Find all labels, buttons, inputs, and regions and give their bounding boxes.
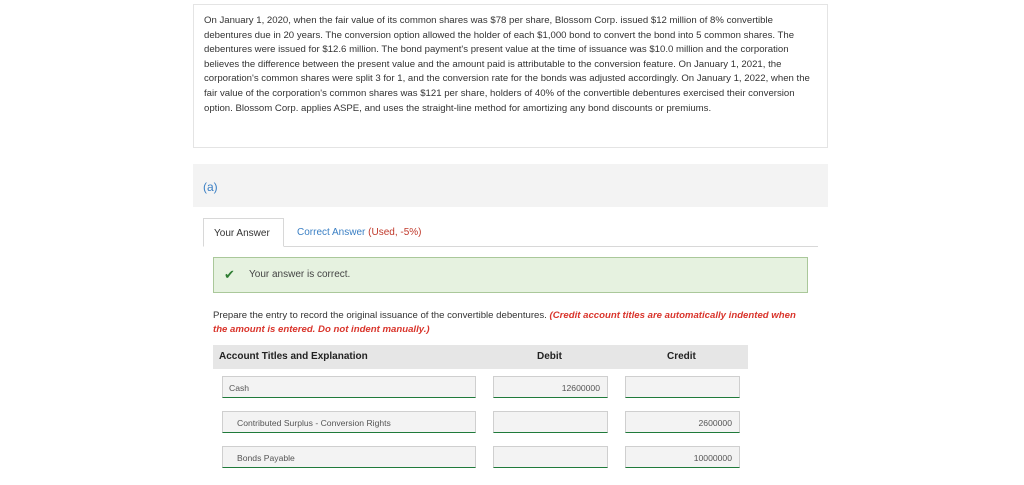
debit-field-row-3[interactable] [493,446,608,468]
debit-field-row-1[interactable]: 12600000 [493,376,608,398]
account-field-row-3[interactable]: Bonds Payable [222,446,476,468]
feedback-banner [213,257,808,293]
tab-your-answer[interactable] [203,218,284,247]
header-credit: Credit [667,351,696,362]
credit-field-row-2[interactable]: 2600000 [625,411,740,433]
part-header [193,164,828,207]
instructions [213,309,803,337]
account-field-row-2[interactable]: Contributed Surplus - Conversion Rights [222,411,476,433]
tab-correct-answer[interactable] [287,218,432,247]
instructions-note: (Credit account titles are automatically indented when the amount is entered. Do not indent manually.) [213,310,796,335]
used-penalty-note: (Used, -5%) [368,227,422,238]
part-label: (a) [203,180,218,194]
instructions-text: Prepare the entry to record the original issuance of the convertible debentures. [213,310,547,321]
checkmark-icon: ✔ [224,267,235,282]
problem-statement [193,4,828,148]
journal-table-header [213,345,748,369]
feedback-text: Your answer is correct. [249,269,351,280]
tab-correct-answer-label: Correct Answer [297,227,366,238]
credit-field-row-3[interactable]: 10000000 [625,446,740,468]
header-debit: Debit [537,351,562,362]
problem-text: On January 1, 2020, when the fair value of its common shares was $78 per share, Blossom Corp. issued $12 million of 8% convertible debentures due in 20 years. The conversion option allowed the holder of each $1,000 bond to convert the bond into 5 common shares. The debentures were issued for $12.6 million. The bond payment's present value at the time of issuance was $10.0 million and the corporation believes the difference between the present value and the amount paid is attributable to the conversion feature. On January 1, 2021, the corporation's common shares were split 3 for 1, and the conversion rate for the bonds was adjusted accordingly. On January 1, 2022, when the fair value of the corporation's common shares was $121 per share, holders of 40% of the convertible debentures exercised their conversion option. Blossom Corp. applies ASPE, and uses the straight-line method for amortizing any bond discounts or premiums. [204,15,810,114]
debit-field-row-2[interactable] [493,411,608,433]
answer-tabs [203,218,818,247]
account-field-row-1[interactable]: Cash [222,376,476,398]
header-account: Account Titles and Explanation [219,351,368,362]
credit-field-row-1[interactable] [625,376,740,398]
tab-your-answer-label: Your Answer [214,228,270,239]
